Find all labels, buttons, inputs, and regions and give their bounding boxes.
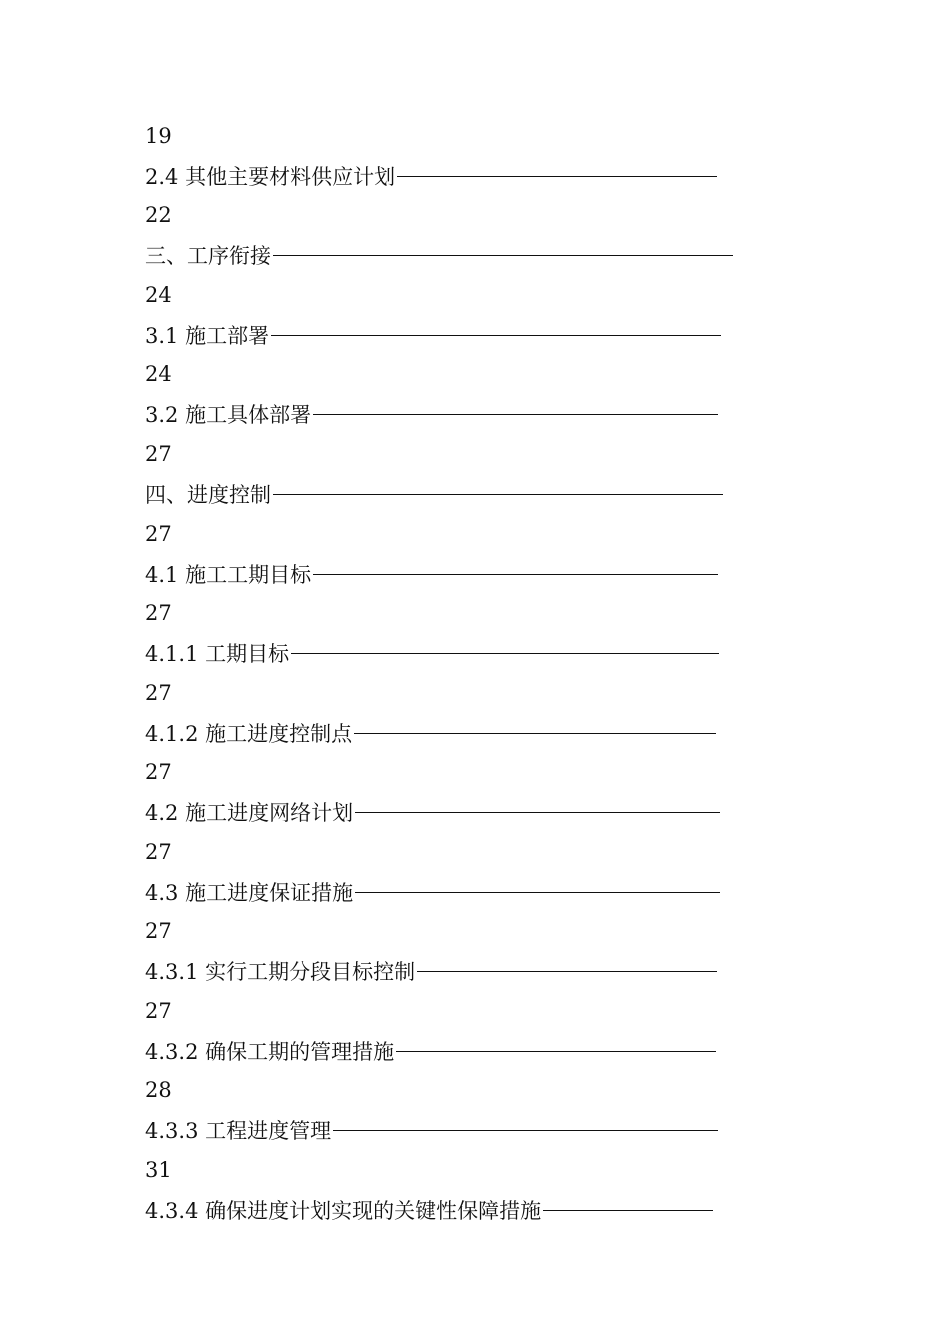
toc-leader-line — [396, 1051, 716, 1052]
toc-page-number: 27 — [145, 999, 172, 1023]
toc-leader-line — [271, 335, 721, 336]
toc-leader-line — [333, 1130, 718, 1131]
toc-leader-line — [273, 494, 723, 495]
toc-leader-line — [543, 1210, 713, 1211]
toc-leader-line — [273, 255, 733, 256]
toc-leader-line — [291, 653, 719, 654]
toc-page-number: 28 — [145, 1078, 172, 1102]
toc-page-number: 24 — [145, 362, 172, 386]
toc-entry-3-2[interactable]: 3.2 施工具体部署 — [145, 394, 718, 434]
toc-entry-2-4[interactable]: 2.4 其他主要材料供应计划 — [145, 156, 717, 196]
toc-entry-4-2[interactable]: 4.2 施工进度网络计划 — [145, 792, 720, 832]
toc-page-number: 27 — [145, 840, 172, 864]
toc-entry-section-4[interactable]: 四、进度控制 — [145, 474, 723, 514]
toc-page-number: 27 — [145, 522, 172, 546]
toc-leader-line — [313, 574, 718, 575]
toc-entry-4-3-1[interactable]: 4.3.1 实行工期分段目标控制 — [145, 951, 717, 991]
toc-page-number: 27 — [145, 681, 172, 705]
toc-entry-4-1[interactable]: 4.1 施工工期目标 — [145, 554, 718, 594]
toc-entry-3-1[interactable]: 3.1 施工部署 — [145, 315, 721, 355]
toc-entry-4-3-2[interactable]: 4.3.2 确保工期的管理措施 — [145, 1031, 716, 1071]
toc-leader-line — [313, 414, 718, 415]
toc-page-number: 27 — [145, 442, 172, 466]
toc-entry-4-3-4[interactable]: 4.3.4 确保进度计划实现的关键性保障措施 — [145, 1190, 713, 1230]
toc-leader-line — [417, 971, 717, 972]
toc-page-number: 27 — [145, 919, 172, 943]
toc-page-number: 31 — [145, 1158, 172, 1182]
toc-page-number: 27 — [145, 601, 172, 625]
toc-leader-line — [355, 812, 720, 813]
toc-entry-4-3-3[interactable]: 4.3.3 工程进度管理 — [145, 1110, 718, 1150]
toc-entry-4-3[interactable]: 4.3 施工进度保证措施 — [145, 872, 720, 912]
toc-page-number: 27 — [145, 760, 172, 784]
toc-entry-section-3[interactable]: 三、工序衔接 — [145, 235, 733, 275]
toc-entry-4-1-2[interactable]: 4.1.2 施工进度控制点 — [145, 713, 716, 753]
toc-leader-line — [355, 892, 720, 893]
toc-leader-line — [354, 733, 716, 734]
toc-entry-4-1-1[interactable]: 4.1.1 工期目标 — [145, 633, 719, 673]
toc-page-number: 24 — [145, 283, 172, 307]
toc-page-number: 19 — [145, 124, 172, 148]
toc-leader-line — [397, 176, 717, 177]
toc-page-number: 22 — [145, 203, 172, 227]
